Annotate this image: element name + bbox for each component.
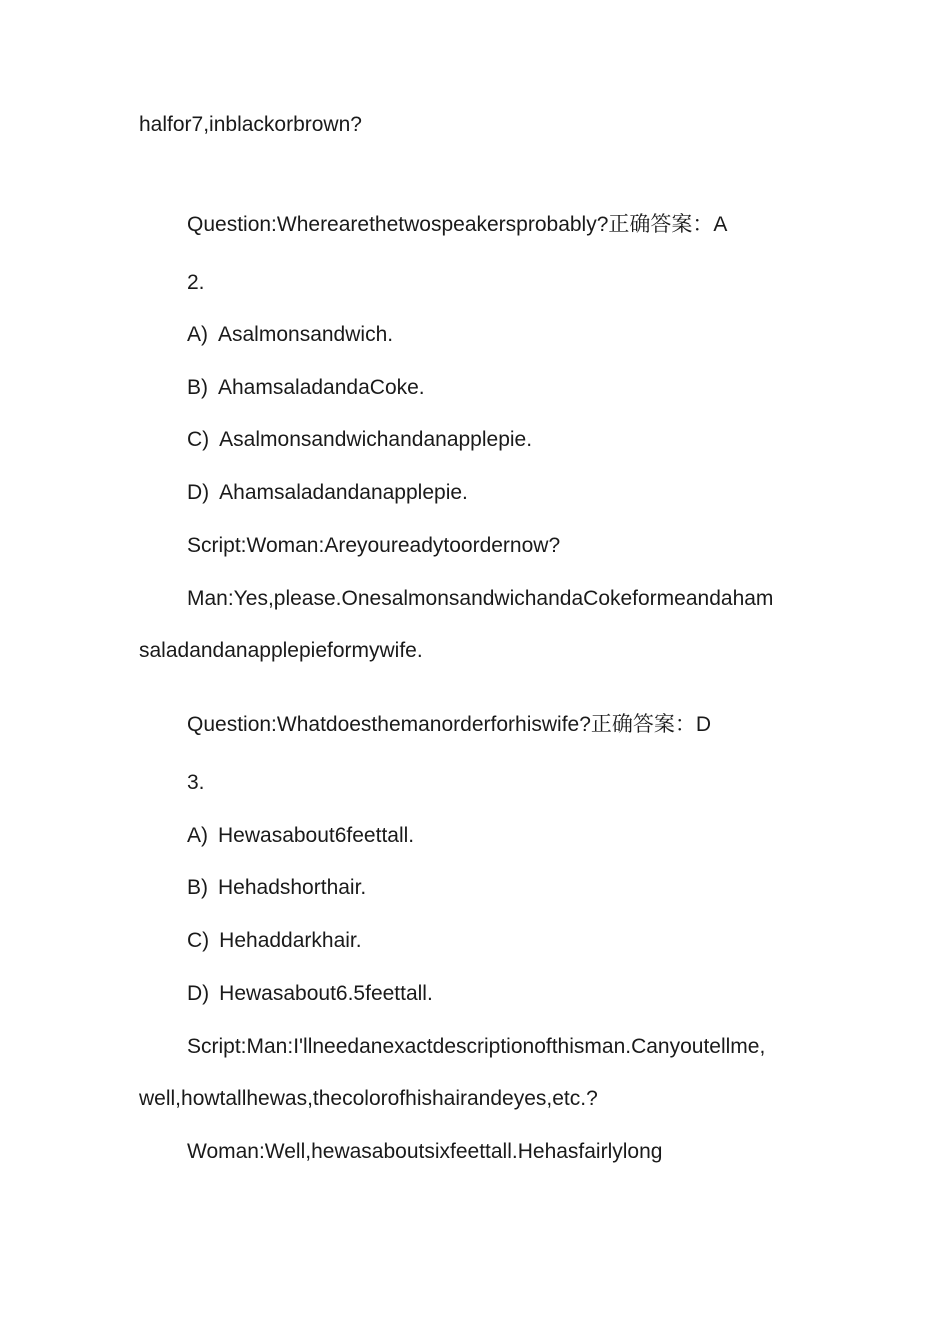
item-number: 2. [187, 271, 205, 294]
script-line [187, 1034, 765, 1060]
option-c [187, 427, 532, 453]
question-text: Question:Wherearethetwospeakersprobably? [187, 213, 609, 236]
option-a [187, 322, 393, 348]
line-text: Woman:Well,hewasaboutsixfeettall.Hehasfairlylong [187, 1140, 663, 1163]
item-number-3 [187, 770, 205, 796]
option-c [187, 928, 362, 954]
line-text: halfor7,inblackorbrown? [139, 113, 362, 136]
script-line [187, 586, 773, 612]
script-line [187, 533, 560, 559]
option-text: AhamsaladandaCoke. [218, 376, 425, 399]
option-text: Hehadshorthair. [218, 876, 367, 899]
item-number: 3. [187, 771, 205, 794]
option-text: Hewasabout6.5feettall. [219, 982, 433, 1005]
script-continuation-line [139, 112, 362, 138]
script-line [187, 1139, 662, 1165]
option-letter: C) [187, 428, 210, 451]
item-number-2 [187, 270, 205, 296]
option-letter: D) [187, 982, 210, 1005]
option-text: Asalmonsandwichandanapplepie. [219, 428, 533, 451]
option-b [187, 375, 425, 401]
script-continuation-line [139, 1086, 598, 1112]
option-text: Ahamsaladandanapplepie. [219, 481, 468, 504]
option-text: Hehaddarkhair. [219, 929, 362, 952]
answer-value: A [713, 213, 728, 236]
option-letter: B) [187, 876, 208, 899]
option-letter: B) [187, 376, 208, 399]
question-text: Question:Whatdoesthemanorderforhiswife? [187, 713, 591, 736]
option-letter: A) [187, 323, 208, 346]
line-text: Script:Man:I'llneedanexactdescriptionofthisman.Canyoutellme, [187, 1035, 766, 1058]
option-d [187, 981, 433, 1007]
option-letter: D) [187, 481, 210, 504]
option-text: Hewasabout6feettall. [218, 824, 415, 847]
answer-value: D [695, 713, 712, 736]
option-d [187, 480, 468, 506]
answer-label: 正确答案： [590, 712, 696, 736]
line-text: well,howtallhewas,thecolorofhishairandeyes,etc.? [139, 1087, 598, 1110]
script-continuation-line [139, 638, 423, 664]
answer-label: 正确答案： [608, 212, 714, 236]
option-a [187, 823, 414, 849]
option-letter: A) [187, 824, 208, 847]
option-text: Asalmonsandwich. [218, 323, 394, 346]
option-b [187, 875, 366, 901]
line-text: Man:Yes,please.OnesalmonsandwichandaCokeformeandaham [187, 587, 774, 610]
option-letter: C) [187, 929, 210, 952]
line-text: Script:Woman:Areyoureadytoordernow? [187, 534, 561, 557]
question-2-line [187, 711, 711, 738]
line-text: saladandanapplepieformywife. [139, 639, 423, 662]
question-1-line [187, 211, 727, 238]
